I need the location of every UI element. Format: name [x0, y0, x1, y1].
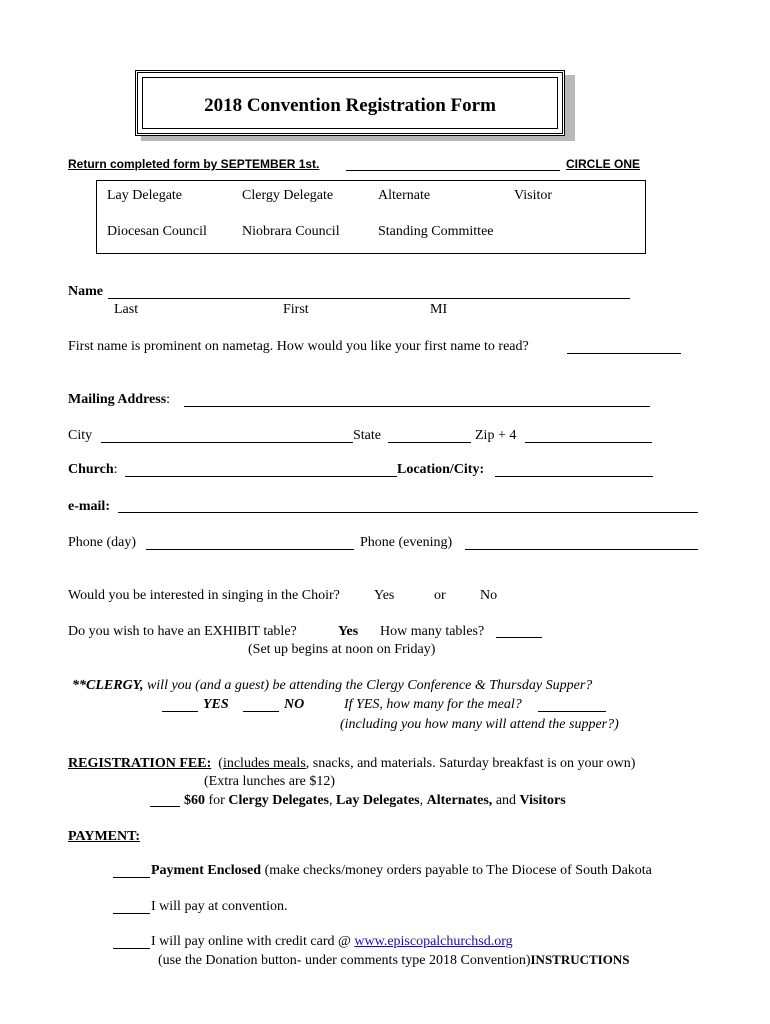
option-lay-delegate[interactable]: Lay Delegate — [107, 188, 183, 203]
church-colon: : — [113, 462, 118, 477]
name-last-caption: Last — [114, 302, 139, 317]
clergy-yes-field[interactable] — [162, 711, 198, 712]
zip-label: Zip + 4 — [475, 428, 517, 443]
name-label: Name — [68, 284, 103, 299]
fee-comma-1: , — [329, 793, 337, 808]
fee-for: for — [205, 793, 229, 808]
exhibit-how-many: How many tables? — [380, 624, 485, 639]
payment-instructions: INSTRUCTIONS — [530, 952, 630, 967]
exhibit-note: (Set up begins at noon on Friday) — [248, 642, 436, 657]
phone-evening-field[interactable] — [465, 549, 698, 550]
fee-visitors: Visitors — [519, 793, 566, 808]
phone-evening-label: Phone (evening) — [360, 535, 453, 550]
location-city-label: Location/City: — [397, 462, 485, 477]
payment-label: PAYMENT: — [68, 829, 141, 844]
payment-enclosed-field[interactable] — [113, 877, 150, 878]
payment-at-convention: I will pay at convention. — [151, 899, 288, 914]
payment-enclosed: Payment Enclosed — [151, 863, 262, 878]
choir-no[interactable]: No — [480, 588, 498, 603]
mailing-address-colon: : — [166, 392, 171, 407]
clergy-yes: YES — [203, 697, 229, 712]
option-clergy-delegate[interactable]: Clergy Delegate — [242, 188, 334, 203]
return-note: Return completed form by SEPTEMBER 1st. — [68, 157, 320, 171]
diocese-website-link[interactable]: www.episcopalchurchsd.org — [354, 934, 513, 949]
choir-or: or — [434, 588, 446, 603]
church-field[interactable] — [125, 476, 397, 477]
payment-online-field[interactable] — [113, 948, 150, 949]
payment-enclosed-note: (make checks/money orders payable to The Diocese of South Dakota — [261, 863, 652, 878]
fee-check-field[interactable] — [150, 806, 180, 807]
mailing-address-field[interactable] — [184, 406, 650, 407]
nametag-field[interactable] — [567, 353, 681, 354]
form-title: 2018 Convention Registration Form — [204, 95, 496, 116]
clergy-how-many: If YES, how many for the meal? — [344, 697, 522, 712]
zip-field[interactable] — [525, 442, 652, 443]
choir-yes[interactable]: Yes — [374, 588, 395, 603]
fee-alternates: Alternates, — [426, 793, 493, 808]
clergy-prefix: **CLERGY, — [72, 678, 144, 693]
clergy-no-field[interactable] — [243, 711, 279, 712]
nametag-question: First name is prominent on nametag. How would you like your first name to read? — [68, 339, 529, 354]
name-first-caption: First — [283, 302, 309, 317]
exhibit-question: Do you wish to have an EXHIBIT table? — [68, 624, 297, 639]
email-field[interactable] — [118, 512, 698, 513]
state-label: State — [353, 428, 381, 443]
clergy-question: will you (and a guest) be attending the Clergy Conference & Thursday Supper? — [143, 678, 593, 693]
option-standing-committee[interactable]: Standing Committee — [378, 224, 494, 239]
circle-one-label: CIRCLE ONE — [566, 157, 641, 171]
city-label: City — [68, 428, 93, 443]
option-diocesan-council[interactable]: Diocesan Council — [107, 224, 207, 239]
phone-day-label: Phone (day) — [68, 535, 137, 550]
clergy-including-note: (including you how many will attend the supper?) — [340, 717, 619, 732]
fee-extra-lunches: (Extra lunches are $12) — [204, 774, 335, 789]
payment-convention-field[interactable] — [113, 913, 150, 914]
fee-rest: , snacks, and materials. Saturday breakfast is on your own) — [305, 756, 636, 771]
exhibit-tables-field[interactable] — [496, 637, 542, 638]
mailing-address-label: Mailing Address — [68, 392, 167, 407]
payment-donation-note: (use the Donation button- under comments type 2018 Convention) — [158, 953, 531, 968]
fee-price: $60 — [184, 793, 205, 808]
exhibit-yes[interactable]: Yes — [338, 624, 359, 639]
church-label: Church — [68, 462, 114, 477]
fee-clergy-delegates: Clergy Delegates — [228, 793, 330, 808]
title-box — [135, 70, 565, 136]
payment-online: I will pay online with credit card @ — [151, 934, 355, 949]
name-field[interactable] — [108, 298, 630, 299]
choir-question: Would you be interested in singing in the Choir? — [68, 588, 340, 603]
city-field[interactable] — [101, 442, 353, 443]
option-niobrara-council[interactable]: Niobrara Council — [242, 224, 340, 239]
location-city-field[interactable] — [495, 476, 653, 477]
fee-comma-2: , — [419, 793, 427, 808]
fee-label: REGISTRATION FEE: — [68, 756, 212, 771]
header-rule — [346, 170, 560, 171]
clergy-meal-count-field[interactable] — [538, 711, 606, 712]
option-visitor[interactable]: Visitor — [514, 188, 553, 203]
option-alternate[interactable]: Alternate — [378, 188, 431, 203]
fee-lay-delegates: Lay Delegates — [336, 793, 420, 808]
email-label: e-mail: — [68, 499, 110, 514]
state-field[interactable] — [388, 442, 471, 443]
clergy-no: NO — [284, 697, 305, 712]
fee-includes: includes meals — [222, 756, 306, 771]
fee-open-paren: ( — [218, 756, 223, 771]
phone-day-field[interactable] — [146, 549, 354, 550]
fee-and: and — [492, 793, 520, 808]
name-mi-caption: MI — [430, 302, 448, 317]
